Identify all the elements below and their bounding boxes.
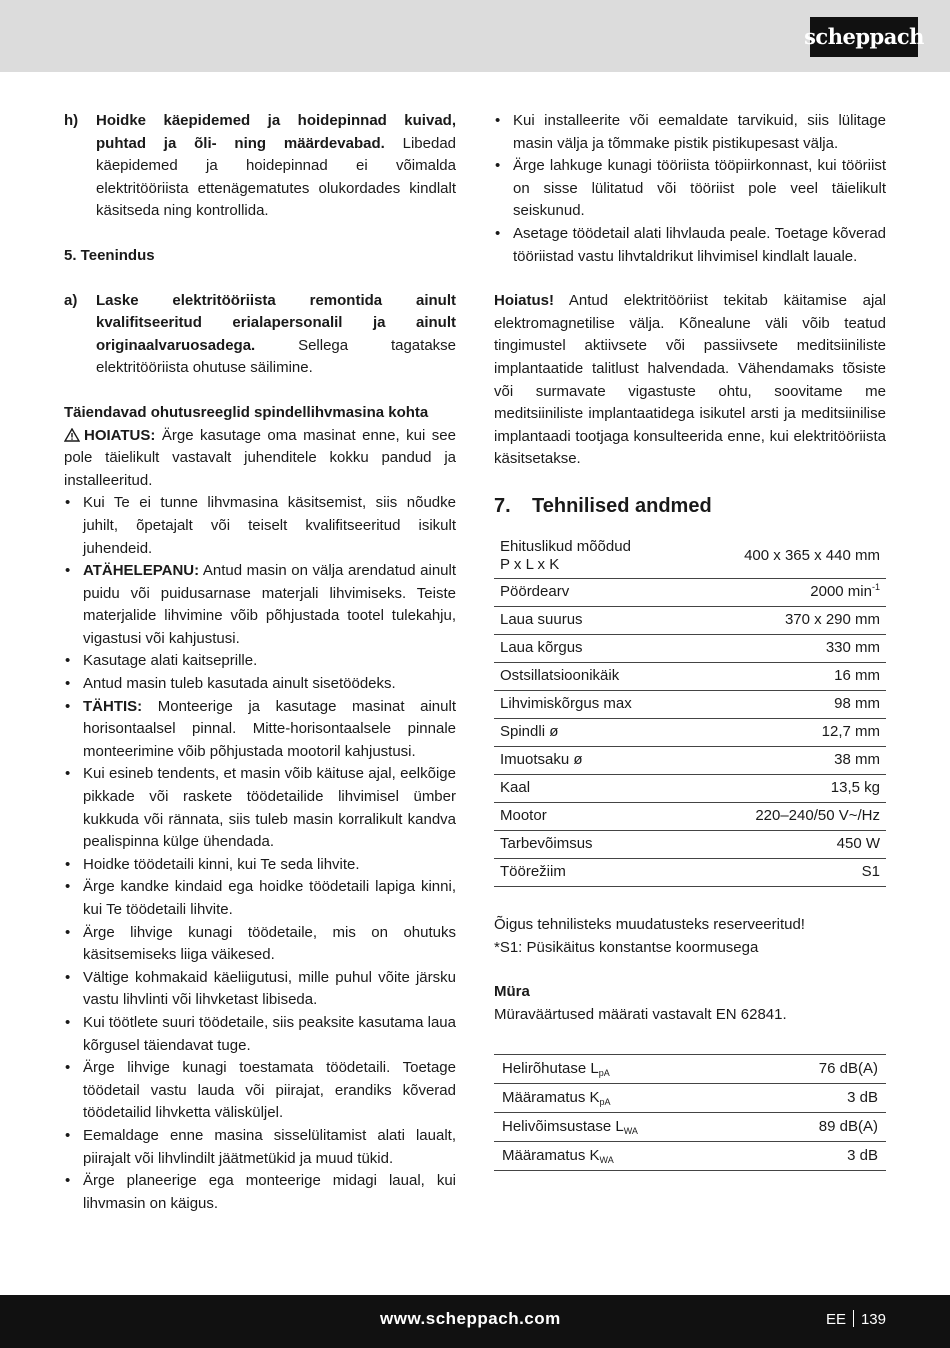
- noise-table: [494, 1054, 886, 1171]
- bullet-item: • Kui Te ei tunne lihvmasina käsitsemist, siis nõudke juhilt, õpetajalt või teiselt kvalifitseeritud isikult juhendeid.: [64, 492, 456, 560]
- spec-value: 2000 $\min^{-1}$: [687, 578, 886, 606]
- left-column: [64, 110, 456, 1215]
- spec-value: 220–240/50 V~/Hz: [687, 802, 886, 830]
- noise-label: Määramatus $K_{WA}$: [494, 1142, 756, 1171]
- spec-label: Imuotsaku ø: [494, 746, 687, 774]
- caution-text: Antud elektritööriist tekitab käitamise ajal elektromagnetilise välja. Kõnealune väli võib teatud tingimustel aktiivsete või passiivsete meditsiiniliste implantaatide talitlust halvendada. Vähendamaks tõsiste või surmavate vigastuste ohtu, soovitame me meditsiiniliste implantaatidega isikutel arsti ja meditsiinilise implantaadi tootjaga konsulteerida enne, kui elektritööriista käsitsetakse.: [494, 292, 886, 468]
- spec-label: Laua suurus: [494, 606, 687, 634]
- s1-note: *S1: Püsikäitus konstantse koormusega: [494, 938, 759, 956]
- warning-paragraph: [64, 425, 456, 493]
- section-title: Tehnilised andmed: [532, 494, 712, 517]
- spec-row: [494, 578, 886, 606]
- spec-value: 16 mm: [687, 662, 886, 690]
- noise-title: Müra: [494, 983, 530, 1001]
- spec-label: Lihvimiskõrgus max: [494, 690, 687, 718]
- spec-row: [494, 858, 886, 886]
- spec-row: [494, 606, 886, 634]
- footer-url[interactable]: www.scheppach.com: [380, 1309, 561, 1328]
- bullet-item: • Asetage töödetail alati lihvlauda peale. Toetage kõverad tööriistad vastu lihvtaldrikut lihvimisel kindlalt lauale.: [494, 223, 886, 268]
- spec-row: [494, 690, 886, 718]
- noise-label: Määramatus $K_{pA}$: [494, 1084, 756, 1113]
- item-label: a): [64, 291, 78, 309]
- noise-label: Helivõimsustase $L_{WA}$: [494, 1113, 756, 1142]
- spec-row: [494, 634, 886, 662]
- spec-value: S1: [687, 858, 886, 886]
- bullet-item: • Kui töötlete suuri töödetaile, siis peaksite kasutama laua kõrgusel täiendavat tuge.: [64, 1012, 456, 1057]
- bullet-item: • Ärge kandke kindaid ega hoidke töödetaili lapiga kinni, kui Te töödetaili lihvite.: [64, 876, 456, 921]
- spec-label: Ehituslikud mõõdud P x L x K: [494, 534, 687, 579]
- spec-row: [494, 746, 886, 774]
- warning-text: Ärge kasutage oma masinat enne, kui see pole täielikult vastavalt juhenditele kokku pandud ja installeeritud.: [64, 426, 456, 489]
- spec-label: Kaal: [494, 774, 687, 802]
- bullet-item: • Ärge lahkuge kunagi tööriista tööpiirkonnast, kui tööriist on sisse lülitatud või tööriist pole veel täielikult seiskunud.: [494, 155, 886, 223]
- spec-row: [494, 534, 886, 579]
- spec-value: 98 mm: [687, 690, 886, 718]
- bullet-item: • Ärge planeerige ega monteerige midagi laual, kui lihvmasin on käigus.: [64, 1170, 456, 1215]
- noise-text: Müraväärtused määrati vastavalt EN 62841.: [494, 1005, 787, 1023]
- bullet-item: • Kasutage alati kaitseprille.: [64, 650, 456, 673]
- spec-row: [494, 718, 886, 746]
- page-number: EE 139: [825, 1311, 886, 1328]
- spec-label: Töörežiim: [494, 858, 687, 886]
- bullet-item: • Vältige kohmakaid käeliigutusi, mille puhul võite järsku vastu lihvlinti või lihvketast libiseda.: [64, 967, 456, 1012]
- instruction-a: [64, 290, 456, 380]
- bullet-item: • TÄHTIS: Monteerige ja kasutage masinat ainult horisontaalsel pinnal. Mitte-horisontaalsele pinnale monteerimine võib põhjustada mootoril kahjustusi.: [64, 696, 456, 764]
- section-5-title: 5. Teenindus: [64, 246, 155, 264]
- instruction-bold: Hoidke käepidemed ja hoidepinnad kuivad, puhtad ja õli- ning määrdevabad.: [96, 112, 456, 152]
- spec-label: Pöördearv: [494, 578, 687, 606]
- scheppach-logo: scheppach: [810, 17, 918, 57]
- spec-table: [494, 534, 886, 887]
- extra-safety-title: Täiendavad ohutusreeglid spindellihvmasina kohta: [64, 403, 429, 421]
- warning-label: HOIATUS:: [84, 426, 156, 444]
- right-bullet-list: [494, 110, 886, 268]
- changes-note: Õigus tehnilisteks muudatusteks reserveeritud!: [494, 915, 805, 933]
- right-column: [494, 110, 886, 1171]
- instruction-text: Libedad käepidemed ja hoidepinnad ei võimalda elektritööriista ettenägematutes olukordades kindlalt käsitseda ning kontrollida.: [96, 134, 456, 220]
- spec-label: Spindli ø: [494, 718, 687, 746]
- noise-value: 3 dB: [756, 1142, 886, 1171]
- spec-label: Laua kõrgus: [494, 634, 687, 662]
- section-7-heading: [494, 493, 886, 519]
- warning-triangle-icon: [64, 428, 80, 442]
- bullet-item: • Kui esineb tendents, et masin võib käituse ajal, eelkõige pikkade või raskete töödetailide lihvimisel ümber kukkuda või rännata, siis tuleb masin korralikult kandva pealispinna külge ühendada.: [64, 763, 456, 853]
- bullet-item: • Eemaldage enne masina sisselülitamist alati laualt, piirajalt või lihvlindilt jäätmetükid ja muud tükid.: [64, 1125, 456, 1170]
- spec-value: 13,5 kg: [687, 774, 886, 802]
- noise-value: 89 dB(A): [756, 1113, 886, 1142]
- spec-value: 370 x 290 mm: [687, 606, 886, 634]
- footer: [0, 1295, 950, 1348]
- spec-row: [494, 774, 886, 802]
- caution-label: Hoiatus!: [494, 292, 554, 310]
- noise-row: [494, 1113, 886, 1142]
- spec-value: 12,7 mm: [687, 718, 886, 746]
- bullet-item: • Ärge lihvige kunagi töödetaile, mis on ohutuks käsitsemiseks liiga väikesed.: [64, 922, 456, 967]
- instruction-bold: Laske elektritööriista remontida ainult kvalifitseeritud erialapersonalil ja ainult originaalvaruosadega.: [96, 291, 456, 354]
- noise-row: [494, 1055, 886, 1084]
- spec-value: 400 x 365 x 440 mm: [687, 534, 886, 579]
- spec-row: [494, 830, 886, 858]
- spec-value: 38 mm: [687, 746, 886, 774]
- spec-label: Ostsillatsioonikäik: [494, 662, 687, 690]
- bullet-item: • Hoidke töödetaili kinni, kui Te seda lihvite.: [64, 854, 456, 877]
- instruction-h: [64, 110, 456, 223]
- spec-label: Tarbevõimsus: [494, 830, 687, 858]
- spec-label: Mootor: [494, 802, 687, 830]
- noise-label: Helirõhutase $L_{pA}$: [494, 1055, 756, 1084]
- spec-value: 450 W: [687, 830, 886, 858]
- bullet-item: • ATÄHELEPANU: Antud masin on välja arendatud ainult puidu või puidusarnase materjali lihvimiseks. Teiste materjalide lihvimine võib põhjustada tootel tulekahju, vigastusi või kahjustusi.: [64, 560, 456, 650]
- left-bullet-list: [64, 492, 456, 1215]
- noise-value: 76 dB(A): [756, 1055, 886, 1084]
- spec-row: [494, 802, 886, 830]
- bullet-item: • Antud masin tuleb kasutada ainult sisetöödeks.: [64, 673, 456, 696]
- caution-paragraph: [494, 290, 886, 471]
- section-number: 7.: [494, 494, 511, 517]
- noise-row: [494, 1142, 886, 1171]
- bullet-item: • Kui installeerite või eemaldate tarvikuid, siis lülitage masin välja ja tõmmake pistik pistikupesast välja.: [494, 110, 886, 155]
- item-label: h): [64, 112, 79, 129]
- noise-value: 3 dB: [756, 1084, 886, 1113]
- spec-row: [494, 662, 886, 690]
- instruction-text: Sellega tagatakse elektritööriista ohutuse säilimine.: [96, 336, 456, 377]
- noise-row: [494, 1084, 886, 1113]
- bullet-item: • Ärge lihvige kunagi toestamata töödetaili. Toetage töödetail vastu lauda või piirajat, erandiks kõverad töödetailid lihvketta välisküljel.: [64, 1057, 456, 1125]
- spec-value: 330 mm: [687, 634, 886, 662]
